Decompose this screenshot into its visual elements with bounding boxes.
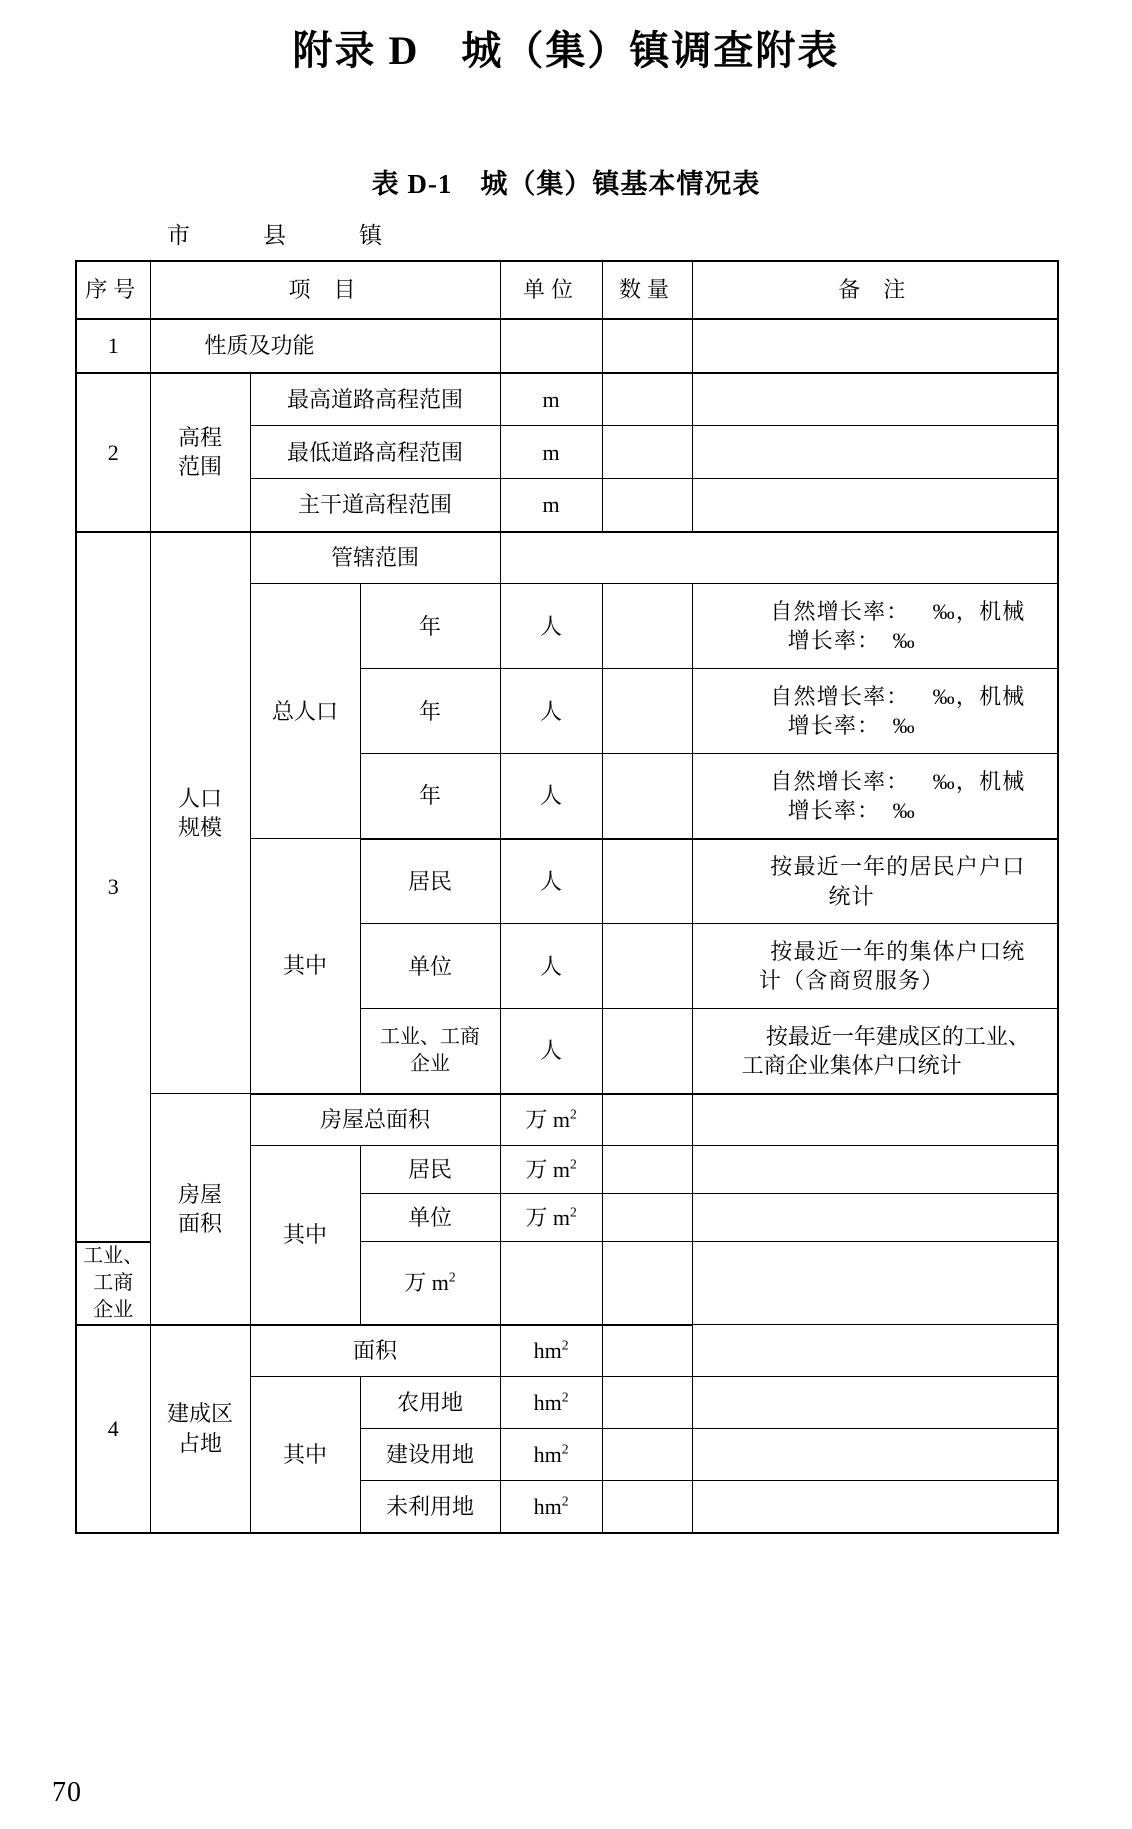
- row4-unit-1: [500, 1377, 602, 1429]
- remark-line2: 工商企业集体户口统计: [741, 1053, 962, 1079]
- unit-text: hm: [533, 1493, 562, 1519]
- house-total-quantity: [602, 1094, 692, 1146]
- unit-sup: 2: [448, 1270, 456, 1286]
- row4-remark-3: [692, 1481, 1058, 1533]
- unit-text: hm: [533, 1338, 562, 1364]
- among-pop-unit-1: 人: [500, 839, 602, 924]
- house-area-group-line1: 房屋: [177, 1181, 222, 1207]
- remark-line2: 增长率： ‰: [787, 798, 916, 824]
- remark-line1: 按最近一年的居民户户口: [770, 854, 1026, 880]
- among-pop-item-2: 单位: [360, 924, 500, 1009]
- header-item: 项 目: [150, 261, 500, 319]
- row2-item-3: 主干道高程范围: [250, 479, 500, 532]
- survey-table: [75, 260, 1059, 1534]
- header-quantity: 数量: [602, 261, 692, 319]
- row4-quantity-2: [602, 1429, 692, 1481]
- unit-text: hm: [533, 1442, 562, 1468]
- house-total-unit: [500, 1094, 602, 1146]
- among-house-quantity-1: [602, 1146, 692, 1194]
- row4-item-2: 建设用地: [360, 1429, 500, 1481]
- header-unit: 单位: [500, 261, 602, 319]
- page-title: 附录 D 城（集）镇调查附表: [292, 28, 840, 73]
- among-house-unit-2: [500, 1194, 602, 1242]
- unit-text: 万 m: [525, 1157, 570, 1183]
- total-pop-year-2: 年: [360, 669, 500, 754]
- row4-group: [150, 1325, 250, 1533]
- among-pop-remark-1: [692, 839, 1058, 924]
- among-pop-remark-3: [692, 1009, 1058, 1094]
- unit-text: 万 m: [404, 1270, 449, 1296]
- row2-group: [150, 373, 250, 532]
- table-row: [76, 319, 1058, 373]
- among-house-quantity-3: [500, 1242, 602, 1325]
- among-pop-item-3: [360, 1009, 500, 1094]
- row3-jurisdiction-label: 管辖范围: [250, 532, 500, 584]
- unit-text: 万 m: [525, 1107, 570, 1133]
- table-title: 表 D‑1 城（集）镇基本情况表: [371, 169, 761, 199]
- remark-line1: 按最近一年的集体户口统: [770, 938, 1026, 964]
- row2-unit-2: m: [500, 426, 602, 479]
- row4-quantity-3: [602, 1481, 692, 1533]
- among-house-remark-3: [602, 1242, 692, 1325]
- total-population-label: 总人口: [250, 584, 360, 839]
- unit-text: hm: [533, 1390, 562, 1416]
- row1-item: 性质及功能: [150, 319, 500, 373]
- row4-item-1: 农用地: [360, 1377, 500, 1429]
- remark-line1: 按最近一年建成区的工业、: [765, 1023, 1030, 1049]
- among-house-unit-3: [360, 1242, 500, 1325]
- among-pop-quantity-3: [602, 1009, 692, 1094]
- row2-unit-3: m: [500, 479, 602, 532]
- row2-remark-3: [692, 479, 1058, 532]
- among-house-item-1: 居民: [360, 1146, 500, 1194]
- row2-quantity-1: [602, 373, 692, 426]
- total-pop-remark-1: [692, 584, 1058, 669]
- among-house-remark-1: [692, 1146, 1058, 1194]
- row4-quantity-1: [602, 1377, 692, 1429]
- remark-line2: 计（含商贸服务）: [758, 968, 945, 994]
- table-row: [76, 532, 1058, 584]
- row3-jurisdiction-value: [500, 532, 1058, 584]
- unit-sup: 2: [561, 1338, 569, 1354]
- house-total-remark: [692, 1094, 1058, 1146]
- row2-group-line2: 范围: [177, 454, 222, 480]
- row2-item-2: 最低道路高程范围: [250, 426, 500, 479]
- population-group-line1: 人口: [177, 785, 222, 811]
- total-pop-quantity-2: [602, 669, 692, 754]
- row4-area-remark: [692, 1325, 1058, 1377]
- row2-index: 2: [76, 373, 150, 532]
- row2-quantity-2: [602, 426, 692, 479]
- house-area-group: [150, 1094, 250, 1325]
- among-pop-unit-2: 人: [500, 924, 602, 1009]
- among-house-remark-2: [692, 1194, 1058, 1242]
- among-pop-quantity-2: [602, 924, 692, 1009]
- total-pop-remark-2: [692, 669, 1058, 754]
- row2-group-line1: 高程: [177, 424, 222, 450]
- total-pop-quantity-3: [602, 754, 692, 839]
- header-index: 序号: [76, 261, 150, 319]
- total-pop-unit-1: 人: [500, 584, 602, 669]
- row4-unit-2: [500, 1429, 602, 1481]
- total-pop-unit-2: 人: [500, 669, 602, 754]
- among-house-label: 其中: [250, 1146, 360, 1325]
- total-pop-quantity-1: [602, 584, 692, 669]
- among-pop-unit-3: 人: [500, 1009, 602, 1094]
- unit-sup: 2: [569, 1156, 577, 1172]
- among-house-quantity-2: [602, 1194, 692, 1242]
- total-pop-year-3: 年: [360, 754, 500, 839]
- page-number: 70: [52, 1777, 82, 1808]
- table-row: [76, 373, 1058, 426]
- row1-index: 1: [76, 319, 150, 373]
- among-house-item-2: 单位: [360, 1194, 500, 1242]
- row3-population-group: [150, 532, 250, 1094]
- row4-among-label: 其中: [250, 1377, 360, 1533]
- row4-area-unit: [500, 1325, 602, 1377]
- among-pop-quantity-1: [602, 839, 692, 924]
- among-pop-item-1: 居民: [360, 839, 500, 924]
- remark-line2: 增长率： ‰: [787, 713, 916, 739]
- row2-unit-1: m: [500, 373, 602, 426]
- unit-sup: 2: [569, 1107, 577, 1123]
- table-row: [76, 1325, 1058, 1377]
- remark-line1: 自然增长率： ‰，机械: [770, 683, 1026, 709]
- unit-sup: 2: [561, 1493, 569, 1509]
- unit-text: 万 m: [525, 1205, 570, 1231]
- unit-sup: 2: [561, 1441, 569, 1457]
- row4-group-line1: 建成区: [166, 1401, 233, 1427]
- row1-unit: [500, 319, 602, 373]
- header-remark: 备 注: [692, 261, 1058, 319]
- row4-area-quantity: [602, 1325, 692, 1377]
- row2-item-1: 最高道路高程范围: [250, 373, 500, 426]
- row3-index: 3: [76, 532, 150, 1242]
- row4-unit-3: [500, 1481, 602, 1533]
- row4-remark-1: [692, 1377, 1058, 1429]
- among-house-item-3-line2: 企业: [93, 1298, 134, 1321]
- row4-area-label: 面积: [250, 1325, 500, 1377]
- among-pop-remark-2: [692, 924, 1058, 1009]
- row4-index: 4: [76, 1325, 150, 1533]
- table-header-row: [76, 261, 1058, 319]
- row2-remark-1: [692, 373, 1058, 426]
- house-area-group-line2: 面积: [177, 1211, 222, 1237]
- row1-quantity: [602, 319, 692, 373]
- among-house-unit-1: [500, 1146, 602, 1194]
- total-pop-unit-3: 人: [500, 754, 602, 839]
- among-house-item-3-line1: 工业、工商: [83, 1244, 144, 1294]
- row4-remark-2: [692, 1429, 1058, 1481]
- location-line: 市 县 镇: [167, 223, 383, 249]
- remark-line1: 自然增长率： ‰，机械: [770, 598, 1026, 624]
- total-pop-remark-3: [692, 754, 1058, 839]
- house-total-label: 房屋总面积: [250, 1094, 500, 1146]
- among-pop-item-3-line2: 企业: [410, 1053, 451, 1076]
- remark-line2: 增长率： ‰: [787, 628, 916, 654]
- table-row: [76, 1094, 1058, 1146]
- population-group-line2: 规模: [177, 815, 222, 841]
- document-page: [0, 26, 1132, 1829]
- unit-sup: 2: [561, 1389, 569, 1405]
- among-pop-item-3-line1: 工业、工商: [380, 1026, 481, 1049]
- among-house-item-3: [76, 1242, 150, 1325]
- among-population-label: 其中: [250, 839, 360, 1094]
- remark-line2: 统计: [828, 883, 875, 909]
- row1-remark: [692, 319, 1058, 373]
- total-pop-year-1: 年: [360, 584, 500, 669]
- unit-sup: 2: [569, 1204, 577, 1220]
- remark-line1: 自然增长率： ‰，机械: [770, 768, 1026, 794]
- row2-remark-2: [692, 426, 1058, 479]
- row4-item-3: 未利用地: [360, 1481, 500, 1533]
- row2-quantity-3: [602, 479, 692, 532]
- row4-group-line2: 占地: [177, 1430, 222, 1456]
